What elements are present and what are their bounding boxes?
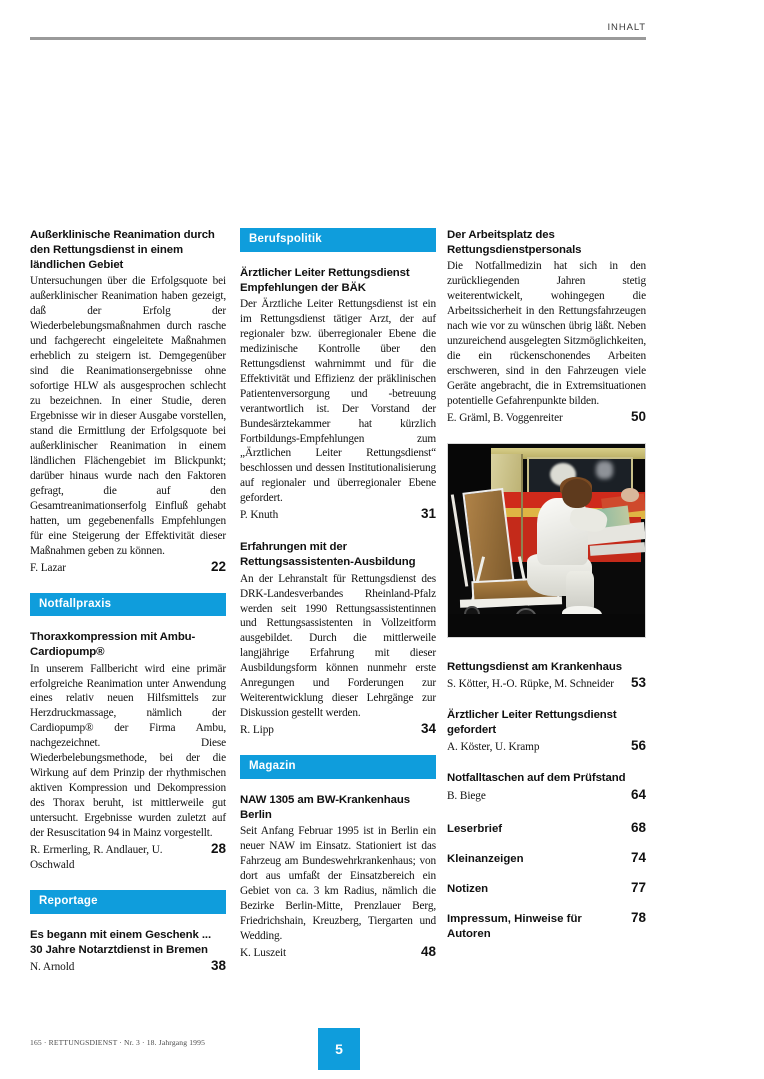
entry-page-number[interactable]: 31: [420, 506, 436, 522]
entry-byline-row: [240, 721, 436, 738]
toc-entry[interactable]: [30, 928, 226, 975]
entry-byline: N. Arnold: [30, 960, 75, 973]
toc-entry[interactable]: [30, 630, 226, 873]
entry-abstract: Die Notfallmedizin hat sich in den zurückliegenden Jahren stetig weiterentwickelt, wohingegen die Arbeitssicherheit in den Rettungsfahrzeugen nach wie vor zu wünschen übrig läßt. Neben unzureichend ausgelegten Sitzmöglichkeiten, die ein rückenschonendes Arbeiten erschweren, sind in den Fahrzeugen viele Geräte angebracht, die in Extremsituationen potentielle Gefahrenpunkte bilden.: [447, 260, 646, 407]
section-bar-reportage[interactable]: Reportage: [30, 890, 226, 914]
toc-column-3: [447, 228, 646, 955]
van-window-reflection-2: [596, 461, 614, 478]
entry-page-number[interactable]: 28: [210, 840, 226, 856]
entry-title: Notizen: [447, 882, 489, 895]
entry-page-number[interactable]: 53: [630, 675, 646, 691]
patient-head: [621, 488, 639, 502]
entry-abstract: Der Ärztliche Leiter Rettungsdienst ist ein im Rettungsdienst tätiger Arzt, der auf regionaler bzw. überregionaler Ebene die medizinische Kontrolle über den Rettungsdienst wahrnimmt und für die Effektivität und Effizienz der präklinischen Patientenversorgung und -betreuung verantwortlich ist. Der Vorstand der Bundesärztekammer hat kürzlich Fortbildungs-Empfehlungen zum „Ärztlichen Leiter Rettungsdienst“ beschlossen und dessen Institutionalisierung auf regionaler und überregionaler Ebene gefordert.: [240, 297, 436, 505]
entry-byline: A. Köster, U. Kramp: [447, 741, 540, 754]
header-kicker: INHALT: [607, 22, 646, 33]
entry-byline: K. Luszeit: [240, 946, 287, 959]
entry-abstract: Untersuchungen über die Erfolgsquote bei außerklinischer Reanimation haben gezeigt, daß der Erfolg der Wiederbelebungsmaßnahmen durch rasche und fachgerecht eingeleitete Maßnahmen erheblich zu steigern ist. Demgegenüber sind die Reanimationsergebnisse ohne sofortige HLW als ausgesprochen schlecht zu bezeichnen. In einer Studie, deren Ergebnisse wir in dieser Ausgabe vorstellen, stand die Ermittlung der Erfolgsquote bei außerklinischer Reanimation in einem ländlichen Flächengebiet im Blickpunkt; darüber hinaus wurde nach den Faktoren gefragt, die auf den Gesamtreanimationserfolg Einfluß gehabt hatten, um gegebenenfalls Empfehlungen für eine Steigerung der Effektivität dieser Maßnahmen geben zu können.: [30, 275, 226, 557]
entry-byline: R. Lipp: [240, 724, 274, 737]
van-door-seam: [521, 454, 523, 562]
entry-abstract: In unserem Fallbericht wird eine primär erfolgreiche Reanimation unter Anwendung eines relativ neuen Hilfsmittels zur Herzdruckmassage, nämlich der Cardiopump® der Firma Ambu, nachgezeichnet. Diese Wiederbelebungsmethode, bei der die Wirkung auf dem Prinzip der rhythmischen aktiven Kompression und Dekompression des Thorax beruht, ist mittlerweile gut untersucht. Ergebnisse wurden zuletzt auf der Resuscitation 94 in Mainz vorgestellt.: [30, 662, 226, 840]
entry-byline-row: [447, 675, 646, 692]
toc-column-1: [30, 228, 226, 991]
photo-floor-shadow: [448, 614, 645, 637]
page-header: [30, 22, 646, 40]
toc-entry[interactable]: [447, 771, 646, 803]
toc-columns: [30, 228, 646, 1008]
paramedic-head: [562, 479, 592, 508]
toc-entry[interactable]: [240, 793, 436, 961]
entry-abstract: Seit Anfang Februar 1995 ist in Berlin ein neuer NAW im Einsatz. Stationiert ist das Fahrzeug am Bundeswehrkrankenhaus; von dort aus umfaßt der Einsatzbereich ein Gebiet von ca. 3 km Radius, nämlich die Bezirke Berlin-Mitte, Prenzlauer Berg, Friedrichshain, Kreuzberg, Tiergarten und Wedding.: [240, 825, 436, 942]
footer-credit: 165 · RETTUNGSDIENST · Nr. 3 · 18. Jahrgang 1995: [30, 1038, 206, 1047]
entry-page-number[interactable]: 50: [630, 408, 646, 424]
section-bar-berufspolitik[interactable]: Berufspolitik: [240, 228, 436, 252]
entry-byline-row: [30, 559, 226, 576]
entry-title: Außerklinische Reanimation durch den Rettungsdienst in einem ländlichen Gebiet: [30, 229, 215, 272]
entry-byline: S. Kötter, H.-O. Rüpke, M. Schneider: [447, 678, 614, 691]
entry-page-number[interactable]: 34: [420, 721, 436, 737]
entry-title: Notfalltaschen auf dem Prüfstand: [447, 772, 626, 785]
toc-entry-simple[interactable]: [447, 880, 646, 897]
entry-byline: E. Gräml, B. Voggenreiter: [447, 411, 563, 424]
article-photo-figure: [447, 443, 646, 638]
entry-byline: R. Ermerling, R. Andlauer, U. Oschwald: [30, 843, 163, 871]
entry-abstract: An der Lehranstalt für Rettungsdienst des DRK-Landesverbandes Rheinland-Pfalz werden seit 1990 Rettungsassistentinnen und Rettungsassistenten in Vollzeitform ausgebildet. Durch die mittlerweile langjährige Erfahrung mit dieser Ausbildungsform können nunmehr erste Anregungen und Forderungen zur Weiterentwicklung dieser Lehrgänge zur Diskussion gestellt werden.: [240, 572, 436, 720]
entry-page-number[interactable]: 78: [630, 910, 646, 925]
entry-title: NAW 1305 am BW-Krankenhaus Berlin: [240, 793, 410, 821]
entry-title: Ärztlicher Leiter Rettungsdienst gefordert: [447, 709, 617, 737]
toc-entry[interactable]: [447, 660, 646, 692]
entry-page-number[interactable]: 48: [420, 943, 436, 959]
toc-entry-simple[interactable]: [447, 820, 646, 837]
entry-page-number[interactable]: 64: [630, 786, 646, 802]
entry-byline: B. Biege: [447, 789, 486, 802]
entry-title: Thoraxkompression mit Ambu-Cardiopump®: [30, 631, 196, 659]
toc-entry-simple[interactable]: [447, 850, 646, 867]
entry-page-number[interactable]: 38: [210, 957, 226, 973]
toc-entry[interactable]: [447, 708, 646, 755]
entry-byline-row: [240, 506, 436, 523]
section-bar-notfallpraxis[interactable]: Notfallpraxis: [30, 593, 226, 617]
entry-byline-row: [30, 958, 226, 975]
header-rule: [30, 37, 646, 40]
entry-byline: F. Lazar: [30, 561, 66, 574]
toc-entry-simple[interactable]: [447, 910, 646, 942]
entry-page-number[interactable]: 74: [630, 849, 646, 865]
entry-byline-row: [447, 738, 646, 755]
section-bar-magazin[interactable]: Magazin: [240, 755, 436, 779]
entry-title: Leserbrief: [447, 822, 503, 835]
entry-title: Erfahrungen mit der Rettungsassistenten-Ausbildung: [240, 541, 416, 569]
entry-title: Ärztlicher Leiter Rettungsdienst Empfehlungen der BÄK: [240, 266, 410, 294]
entry-page-number[interactable]: 77: [630, 879, 646, 895]
entry-title: Es begann mit einem Geschenk ... 30 Jahre Notarztdienst in Bremen: [30, 928, 212, 956]
entry-page-number[interactable]: 22: [210, 558, 226, 574]
entry-byline-row: [240, 944, 436, 961]
entry-byline: P. Knuth: [240, 509, 279, 522]
entry-byline-row: [30, 841, 226, 873]
entry-byline-row: [447, 787, 646, 804]
page-number-badge: 5: [318, 1028, 360, 1070]
toc-entry[interactable]: [240, 266, 436, 524]
entry-title: Der Arbeitsplatz des Rettungsdienstpersonals: [447, 229, 582, 257]
toc-column-2: [240, 228, 436, 978]
entry-title: Impressum, Hinweise für Autoren: [447, 913, 582, 941]
entry-page-number[interactable]: 68: [630, 819, 646, 835]
entry-title: Kleinanzeigen: [447, 852, 524, 865]
toc-entry[interactable]: [447, 228, 646, 426]
toc-entry[interactable]: [30, 228, 226, 576]
entry-page-number[interactable]: 56: [630, 738, 646, 754]
entry-byline-row: [447, 409, 646, 426]
ambulance-workplace-photo: [447, 443, 646, 638]
toc-entry[interactable]: [240, 540, 436, 738]
entry-title: Rettungsdienst am Krankenhaus: [447, 660, 622, 673]
